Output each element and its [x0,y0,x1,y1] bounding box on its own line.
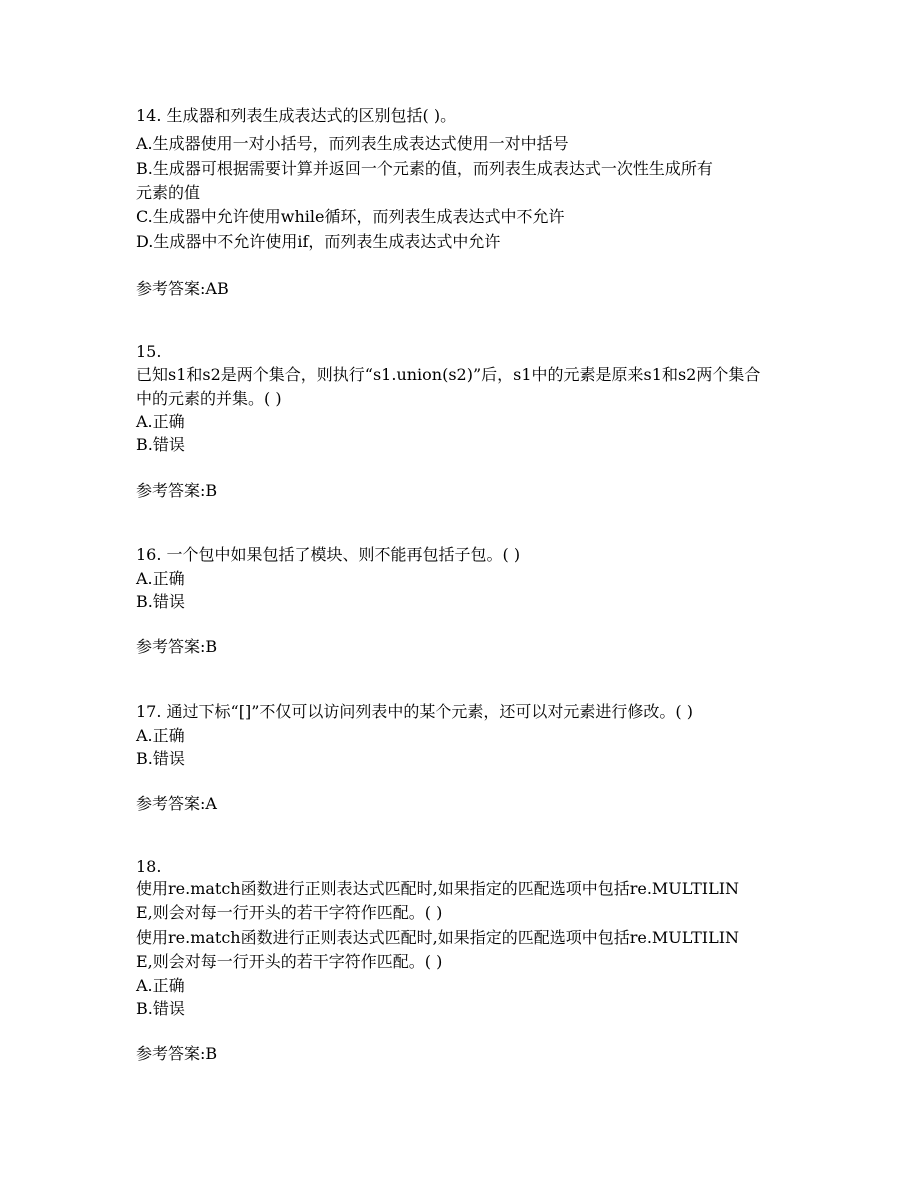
option-b: B.错误 [136,749,185,768]
question-text-line-2: 中的元素的并集。( ) [136,389,282,408]
question-number: 17. [136,702,162,721]
option-c: C.生成器中允许使用while循环，而列表生成表达式中不允许 [136,207,565,226]
question-number: 18. [136,857,162,876]
question-text: 生成器和列表生成表达式的区别包括( )。 [166,106,457,125]
option-a: A.正确 [136,569,185,588]
question-stem [136,700,796,723]
option-a: A.正确 [136,412,185,431]
question-number: 16. [136,545,162,564]
question-text-line-3: 使用re.match函数进行正则表达式匹配时,如果指定的匹配选项中包括re.MULTILIN [136,928,740,947]
question-text: 一个包中如果包括了模块、则不能再包括子包。( ) [166,545,521,564]
option-a: A.正确 [136,976,185,995]
question-text: 通过下标“[]”不仅可以访问列表中的某个元素，还可以对元素进行修改。( ) [166,702,693,721]
question-text-line-1: 使用re.match函数进行正则表达式匹配时,如果指定的匹配选项中包括re.MULTILIN [136,879,740,898]
answer-key: 参考答案:A [136,794,217,813]
question-text-line-4: E,则会对每一行开头的若干字符作匹配。( ) [136,952,443,971]
question-stem [136,543,796,566]
question-text-line-2: E,则会对每一行开头的若干字符作匹配。( ) [136,903,443,922]
option-b: B.错误 [136,999,185,1018]
option-b: B.错误 [136,435,185,454]
option-b-continued: 元素的值 [136,183,201,202]
question-text-line-1: 已知s1和s2是两个集合，则执行“s1.union(s2)”后，s1中的元素是原来s1和s2两个集合 [136,365,761,384]
option-a: A.生成器使用一对小括号，而列表生成表达式使用一对中括号 [136,134,569,153]
question-number: 15. [136,342,162,361]
option-d: D.生成器中不允许使用if，而列表生成表达式中允许 [136,232,501,251]
answer-key: 参考答案:B [136,481,218,500]
answer-key: 参考答案:B [136,1044,218,1063]
question-stem [136,104,796,127]
question-number: 14. [136,106,162,125]
answer-key: 参考答案:B [136,637,218,656]
option-a: A.正确 [136,726,185,745]
option-b: B.生成器可根据需要计算并返回一个元素的值，而列表生成表达式一次性生成所有 [136,159,713,178]
option-b: B.错误 [136,592,185,611]
answer-key: 参考答案:AB [136,279,229,298]
